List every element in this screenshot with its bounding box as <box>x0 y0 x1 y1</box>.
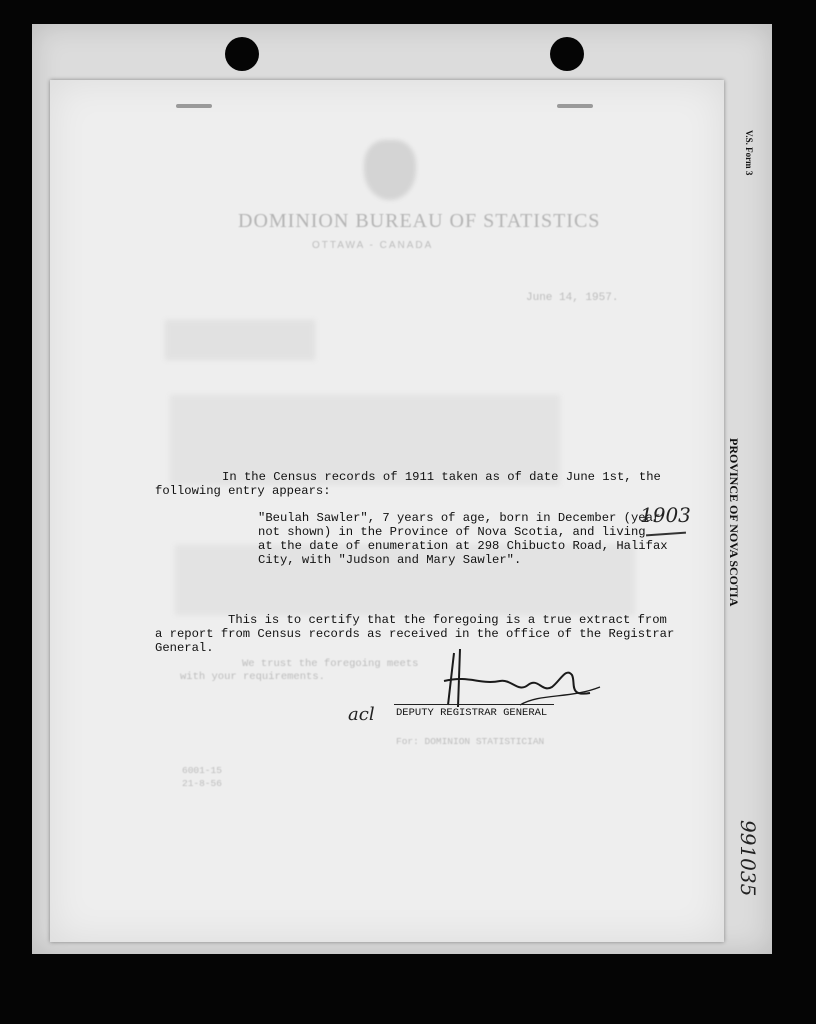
staple-right <box>557 104 593 108</box>
entry-line-2: not shown) in the Province of Nova Scotia, and living <box>258 525 646 539</box>
footer-code-1: 6001-15 <box>182 765 222 776</box>
letterhead-title: DOMINION BUREAU OF STATISTICS <box>238 210 601 232</box>
entry-line-3: at the date of enumeration at 298 Chibucto Road, Halifax <box>258 539 668 553</box>
letterhead-city: OTTAWA - CANADA <box>312 240 434 251</box>
signature-title: DEPUTY REGISTRAR GENERAL <box>396 707 548 719</box>
file-number: 991035 <box>736 820 760 897</box>
letterhead-closing-1: We trust the foregoing meets <box>242 658 419 670</box>
footer-code-2: 21-8-56 <box>182 778 222 789</box>
intro-line-2: following entry appears: <box>155 484 331 498</box>
province-label: PROVINCE OF NOVA SCOTIA <box>727 438 741 607</box>
handwritten-year-note: 1903 <box>640 503 691 527</box>
crest-logo <box>364 140 416 200</box>
certify-line-3: General. <box>155 641 214 655</box>
form-label: V.S. Form 3 <box>744 130 754 176</box>
entry-line-4: City, with "Judson and Mary Sawler". <box>258 553 522 567</box>
staple-left <box>176 104 212 108</box>
entry-line-1: "Beulah Sawler", 7 years of age, born in December (year <box>258 511 661 525</box>
punch-hole-right <box>550 37 584 71</box>
signature-line <box>394 704 554 705</box>
letterhead-signatory: For: DOMINION STATISTICIAN <box>396 736 545 747</box>
certify-line-2: a report from Census records as received in the office of the Registrar <box>155 627 675 641</box>
faint-address-block <box>165 320 315 360</box>
letterhead-closing-2: with your requirements. <box>180 671 325 683</box>
punch-hole-left <box>225 37 259 71</box>
letterhead-date: June 14, 1957. <box>526 292 619 304</box>
signature-prefix: acl <box>348 704 375 725</box>
intro-line-1: In the Census records of 1911 taken as of date June 1st, the <box>222 470 661 484</box>
certify-line-1: This is to certify that the foregoing is a true extract from <box>228 613 667 627</box>
